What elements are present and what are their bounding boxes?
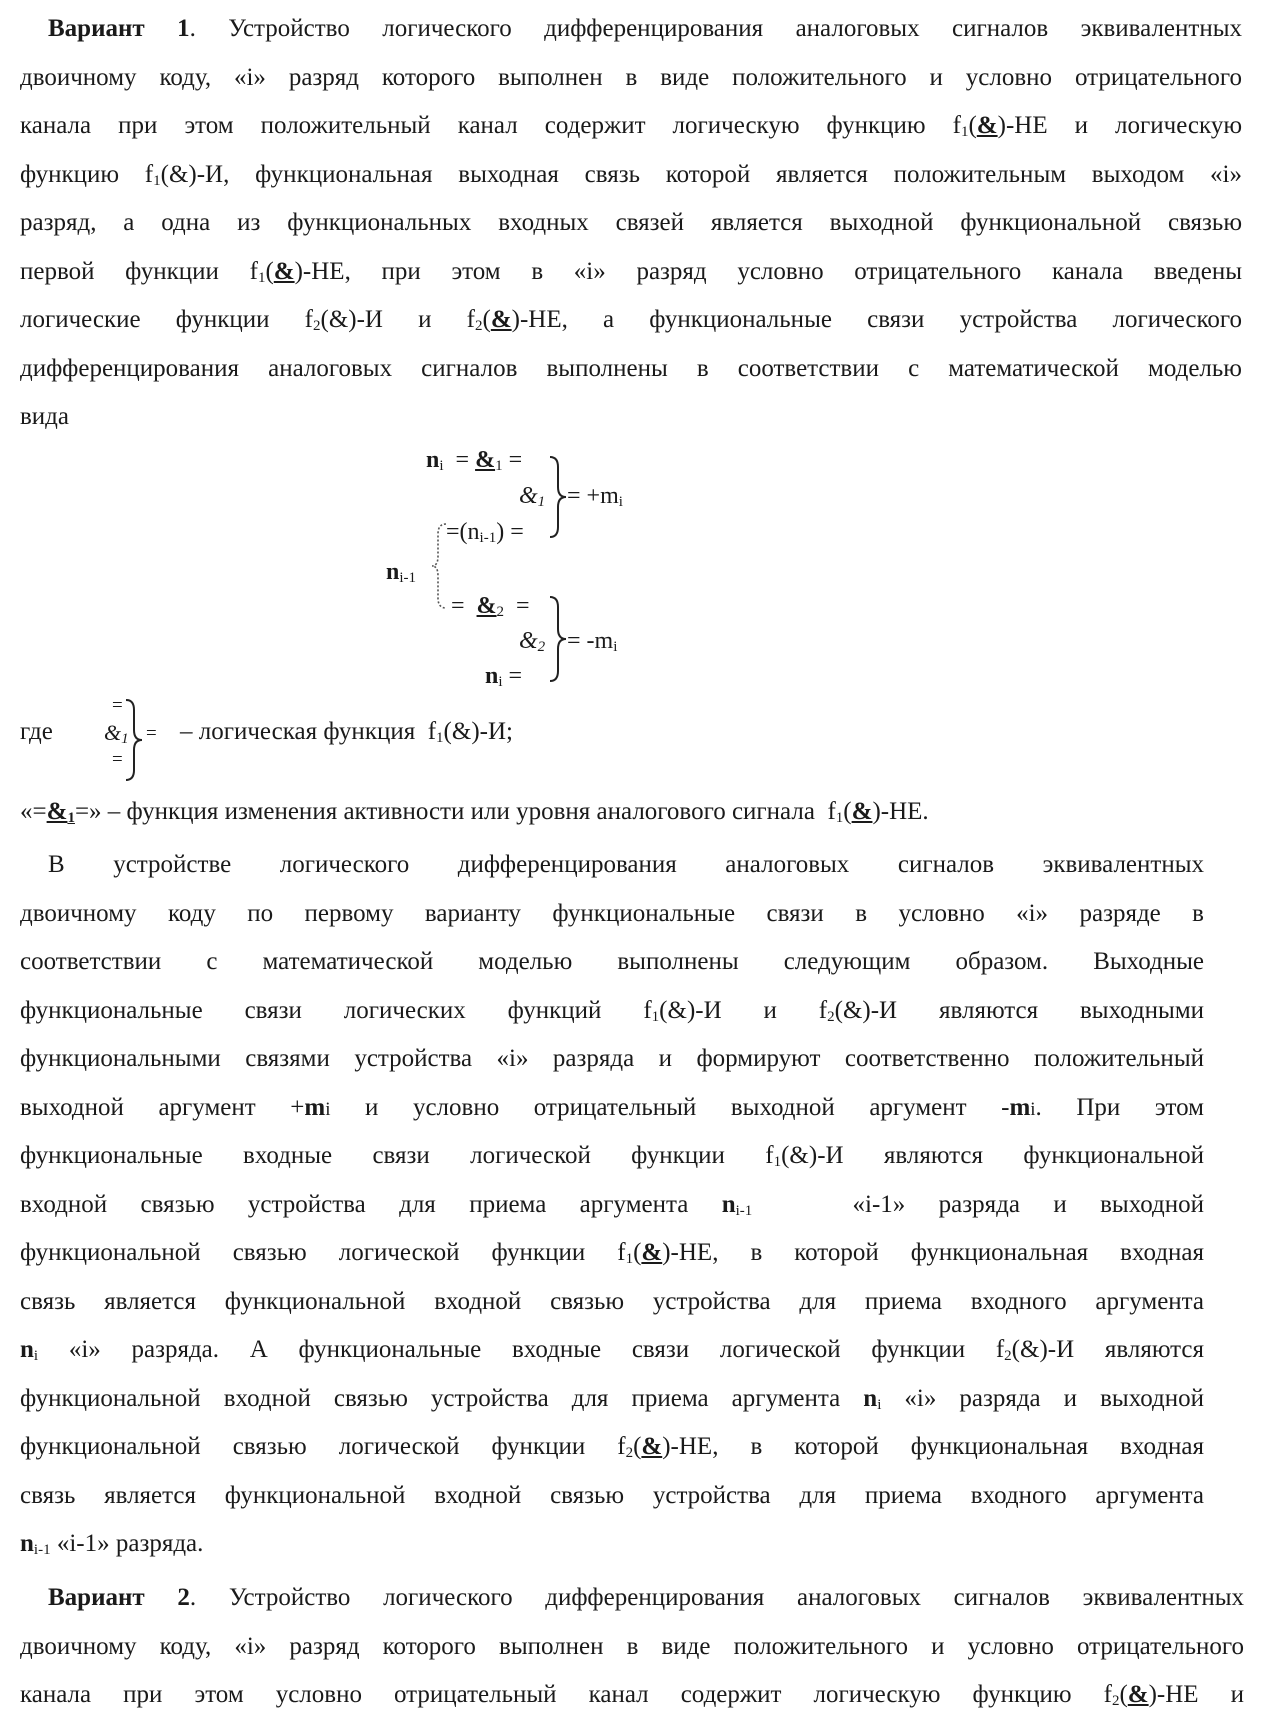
formula-row-4: = &2 = <box>451 592 530 620</box>
text-line: функциональные входные связи логической функции f1(&)-И являются функциональной <box>20 1141 1204 1171</box>
text-line: вида <box>20 402 1242 432</box>
brace-bottom-right <box>548 595 568 685</box>
f2-nand: f2(&) <box>467 306 520 333</box>
text-line: входной связью устройства для приема аргумента ni-1 «i-1» разряда и выходной <box>20 1190 1204 1220</box>
text-line: дифференцирования аналоговых сигналов выполнены в соответствии с математической моделью <box>20 354 1242 384</box>
text-line: выходной аргумент +mi и условно отрицательный выходной аргумент -mi. При этом <box>20 1093 1204 1125</box>
brace-left-dotted <box>432 522 448 612</box>
variant-2-title: Вариант 2 <box>48 1584 190 1611</box>
text-line: первой функции f1(&)-НЕ, при этом в «i» разряд условно отрицательного канала введены <box>20 257 1242 287</box>
text-line: Вариант 1. Устройство логического дифференцирования аналоговых сигналов эквивалентных <box>48 14 1242 44</box>
text-line: функциональные связи логических функций f1(&)-И и f2(&)-И являются выходными <box>20 996 1204 1026</box>
where-brace <box>124 698 144 782</box>
where-eq-top: = <box>112 692 123 720</box>
text-line: канала при этом положительный канал содержит логическую функцию f1(&)-НЕ и логическую <box>20 111 1242 141</box>
definition-line: «=&1=» – функция изменения активности или уровня аналогового сигнала f1(&)-НЕ. <box>20 798 929 826</box>
f1-nand: f1(&) <box>250 258 303 285</box>
text-line: ni «i» разряда. А функциональные входные связи логической функции f2(&)-И являются <box>20 1335 1204 1365</box>
f1-and: f1(&) <box>145 161 197 188</box>
formula-row-1: ni = &1 = <box>426 446 522 474</box>
formula-output-minus: = -mi <box>567 627 617 655</box>
text-line: функцию f1(&)-И, функциональная выходная связь которой является положительным выходом «i» <box>20 160 1242 190</box>
text-line: связь является функциональной входной связью устройства для приема входного аргумента <box>20 1481 1204 1511</box>
where-eq-right: = <box>146 720 157 748</box>
text-line: Вариант 2. Устройство логического дифференцирования аналоговых сигналов эквивалентных <box>48 1583 1244 1613</box>
f1-nand: f1(&) <box>953 112 1006 139</box>
brace-top-right <box>548 455 568 540</box>
text-line: функциональной связью логической функции f1(&)-НЕ, в которой функциональная входная <box>20 1238 1204 1268</box>
text-line: функциональной связью логической функции f2(&)-НЕ, в которой функциональная входная <box>20 1432 1204 1462</box>
text-line: соответствии с математической моделью выполнены следующим образом. Выходные <box>20 947 1204 977</box>
formula-left-n: ni-1 <box>386 558 416 586</box>
formula-row-5: &2 <box>519 627 545 655</box>
text-line: ni-1 «i-1» разряда. <box>20 1529 1204 1559</box>
f2-and: f2(&) <box>305 306 357 333</box>
text-line: В устройстве логического дифференцирования аналоговых сигналов эквивалентных <box>48 850 1204 880</box>
text-line: двоичному коду по первому варианту функциональные связи в условно «i» разряде в <box>20 899 1204 929</box>
text-line: разряд, а одна из функциональных входных связей является выходной функциональной связью <box>20 208 1242 238</box>
variant-1-title: Вариант 1 <box>48 15 190 42</box>
text-line: логические функции f2(&)-И и f2(&)-НЕ, а функциональные связи устройства логического <box>20 305 1242 335</box>
text-line: функциональной входной связью устройства для приема аргумента ni «i» разряда и выходной <box>20 1384 1204 1414</box>
where-amp: &1 <box>104 719 129 747</box>
text-line: двоичному коду, «i» разряд которого выполнен в виде положительного и условно отрицательного <box>20 1632 1244 1662</box>
formula-row-6: ni = <box>485 662 522 690</box>
formula-output-plus: = +mi <box>567 482 623 510</box>
text-line: связь является функциональной входной связью устройства для приема входного аргумента <box>20 1287 1204 1317</box>
formula-row-3: =(ni-1) = <box>446 518 524 546</box>
text-line: двоичному коду, «i» разряд которого выполнен в виде положительного и условно отрицательного <box>20 63 1242 93</box>
where-label: где <box>20 718 53 746</box>
where-desc: – логическая функция f1(&)-И; <box>180 718 513 746</box>
text-line: функциональными связями устройства «i» разряда и формируют соответственно положительный <box>20 1044 1204 1074</box>
text-line: канала при этом условно отрицательный канал содержит логическую функцию f2(&)-НЕ и <box>20 1680 1244 1710</box>
where-eq-bottom: = <box>112 746 123 774</box>
formula-row-2: &1 <box>519 482 545 510</box>
